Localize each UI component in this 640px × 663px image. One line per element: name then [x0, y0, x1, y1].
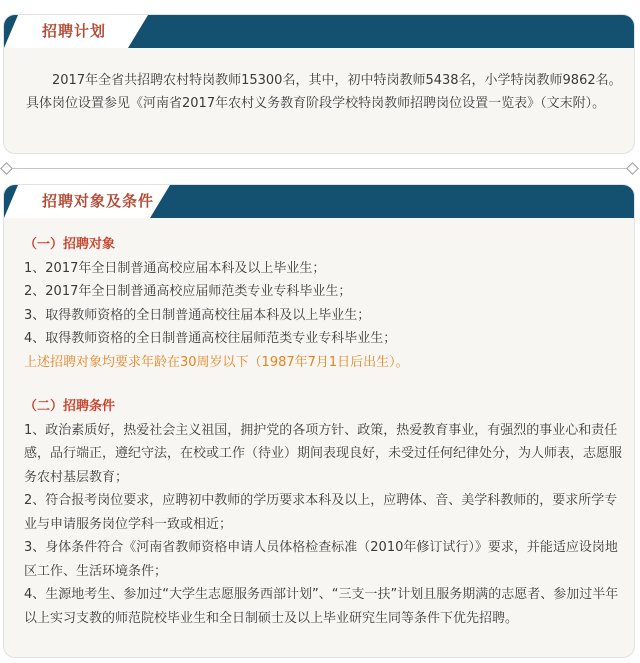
age-requirement-note: 上述招聘对象均要求年龄在30周岁以下（1987年7月1日后出生）。 — [24, 354, 409, 370]
list-item: 2、2017年全日制普通高校应届师范类专业专科毕业生； — [24, 284, 352, 299]
divider-diamond-icon — [626, 162, 639, 175]
conditions-content — [24, 233, 624, 630]
recruitment-plan-card — [3, 14, 635, 154]
list-item: 1、2017年全日制普通高校应届本科及以上毕业生； — [24, 260, 326, 276]
plan-text: 2017年全省共招聘农村特岗教师15300名，其中，初中特岗教师5438名，小学特岗教师9862名。具体岗位设置参见《河南省2017年农村义务教育阶段学校特岗教师招聘岗位设置一览表》（文末附）。 — [26, 73, 622, 111]
plan-paragraph — [26, 69, 622, 115]
divider-diamond-icon — [0, 162, 13, 175]
section-banner — [4, 185, 635, 218]
list-item: 3、取得教师资格的全日制普通高校往届本科及以上毕业生； — [24, 307, 371, 323]
section-title: 招聘计划 — [42, 22, 107, 40]
list-item: 2、符合报考岗位要求，应聘初中教师的学历要求本科及以上，应聘体、音、美学科教师的，要求所学专业与申请服务岗位学科一致或相近； — [24, 493, 618, 532]
list-item: 4、生源地考生、参加过“大学生志愿服务西部计划”、“三支一扶”计划且服务期满的志愿者、参加过半年以上实习支教的师范院校毕业生和全日制硕士及以上毕业研究生同等条件下优先招聘。 — [24, 587, 619, 626]
section-title: 招聘对象及条件 — [42, 192, 155, 210]
section-divider — [4, 168, 634, 169]
list-item: 4、取得教师资格的全日制普通高校往届师范类专业专科毕业生； — [24, 331, 397, 346]
section-banner — [4, 15, 635, 48]
subsection-heading: （二）招聘条件 — [24, 399, 116, 414]
list-item: 1、政治素质好，热爱社会主义祖国，拥护党的各项方针、政策，热爱教育事业，有强烈的事业心和责任感，品行端正，遵纪守法，在校或工作（待业）期间表现良好，未受过任何纪律处分，为人师表，志愿服务农村基层教育； — [24, 422, 623, 485]
list-item: 3、身体条件符合《河南省教师资格申请人员体格检查标准（2010年修订试行）》要求，并能适应设岗地区工作、生活环境条件； — [24, 540, 618, 579]
subsection-heading: （一）招聘对象 — [24, 237, 116, 252]
recruitment-conditions-card — [3, 184, 635, 658]
